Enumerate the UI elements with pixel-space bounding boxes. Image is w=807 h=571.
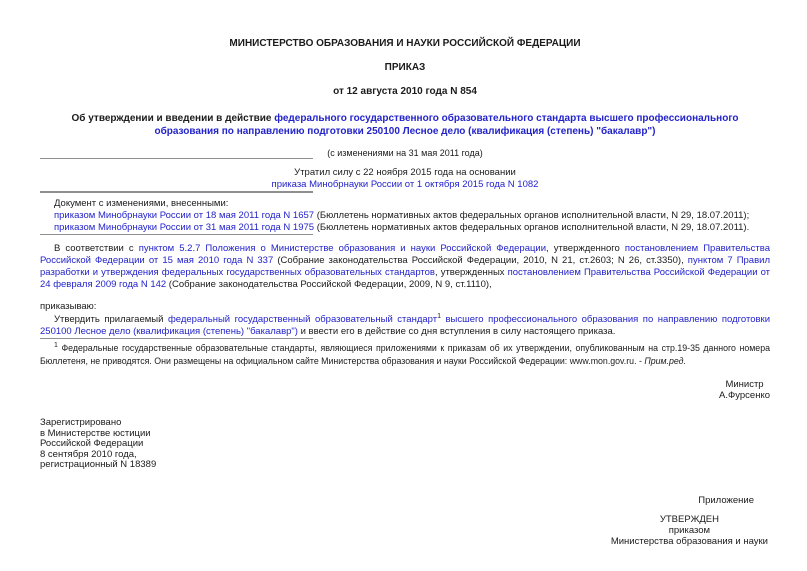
separator-line: [40, 158, 313, 159]
ministry-header: МИНИСТЕРСТВО ОБРАЗОВАНИЯ И НАУКИ РОССИЙСКОЙ ФЕДЕРАЦИИ: [229, 38, 581, 49]
amendments-intro: Документ с изменениями, внесенными:: [54, 198, 229, 209]
approved-org-line: Министерства образования и науки: [610, 535, 768, 547]
preamble-text: , утвержденных: [434, 267, 508, 278]
repeal-notice: [40, 167, 770, 191]
repeal-text: Утратил силу с 22 ноября 2015 года на основании: [294, 167, 516, 178]
separator-line: [40, 192, 313, 193]
amendment-item-source: (Бюллетень нормативных актов федеральных органов исполнительной власти, N 29, 18.07.2011);: [314, 210, 750, 221]
link-fgos-standard[interactable]: федеральный государственный образовательный стандарт: [167, 314, 438, 325]
document-date: от 12 августа 2010 года N 854: [333, 86, 477, 97]
title-text: Об утверждении и введении в действие: [71, 113, 275, 124]
registration-line: в Министерстве юстиции: [40, 427, 151, 439]
title-standard-link[interactable]: федерального государственного образовательного стандарта высшего профессионального образования по направлению подготовки 250100 Лесное дело (квалификация (степень) "бакалавр"): [154, 113, 739, 137]
document-type: ПРИКАЗ: [384, 62, 426, 73]
appendix-approved-block: [611, 514, 768, 547]
footnote-text: Федеральные государственные образовательные стандарты, являющиеся приложениями к приказам об их утверждении, опубликованным на стр.19-35 данного номера Бюллетеня, не приводятся. Они размещены на официальном сайте Министерства образования и науки Российской Федерации: www.mon.gov.ru. -: [40, 343, 770, 366]
signature-inner: [719, 379, 770, 401]
link-rules-item-7[interactable]: пунктом 7 Правил разработки и утверждения федеральных государственных образовательных стандартов: [40, 255, 770, 278]
registration-line: регистрационный N 18389: [40, 459, 157, 470]
appendix-label: Приложение: [698, 494, 754, 506]
registration-line: Зарегистрировано: [40, 417, 122, 428]
footnote-marker: 1: [437, 312, 441, 320]
document-title: [40, 112, 770, 138]
appendix-block: [40, 495, 770, 549]
link-resolution-337[interactable]: постановлением Правительства Российской Федерации от 15 мая 2010 года N 337: [40, 243, 770, 266]
approved-label: УТВЕРЖДЕН: [659, 513, 719, 525]
footnote-separator-line: [40, 338, 313, 339]
minister-title: Министр: [725, 379, 764, 390]
amendment-item: [54, 210, 770, 222]
link-fgos-standard-continued[interactable]: высшего профессионального образования по направлению подготовки 250100 Лесное дело (квалификация (степень) "бакалавр"): [40, 314, 770, 337]
amendment-order-link-1975[interactable]: приказом Минобрнауки России от 31 мая 2011 года N 1975: [54, 222, 315, 233]
registration-line: 8 сентября 2010 года,: [40, 448, 137, 460]
link-resolution-142[interactable]: постановлением Правительства Российской Федерации от 24 февраля 2009 года N 142: [40, 267, 771, 290]
registration-block: [40, 418, 770, 471]
amendments-block: [40, 198, 770, 234]
footnote-editor-note: Прим.ред.: [644, 356, 686, 366]
minister-name: А.Фурсенко: [719, 390, 770, 401]
signature-block: [40, 379, 770, 403]
preamble-paragraph: [40, 243, 770, 291]
order-word: приказываю:: [40, 301, 97, 312]
order-paragraph: [40, 314, 770, 338]
amendment-item: [54, 222, 770, 234]
approved-by-line: приказом: [668, 524, 711, 536]
order-text: и ввести его в действие со дня вступления в силу настоящего приказа.: [297, 326, 616, 337]
preamble-text: , утвержденного: [546, 243, 625, 254]
amendment-item-source: (Бюллетень нормативных актов федеральных органов исполнительной власти, N 29, 18.07.2011).: [314, 222, 750, 233]
preamble-text: (Собрание законодательства Российской Федерации, 2010, N 21, ст.2603; N 26, ст.3350),: [273, 255, 688, 266]
preamble-text: (Собрание законодательства Российской Федерации, 2009, N 9, ст.1110),: [166, 279, 492, 290]
footnote-marker: 1: [54, 342, 58, 350]
footnote: [40, 342, 770, 368]
link-regulation-item-527[interactable]: пунктом 5.2.7 Положения о Министерстве образования и науки Российской Федерации: [138, 243, 547, 254]
separator-line: [40, 234, 313, 235]
amendment-order-link-1657[interactable]: приказом Минобрнауки России от 18 мая 2011 года N 1657: [54, 210, 315, 221]
amendment-note: (с изменениями на 31 мая 2011 года): [327, 148, 483, 158]
repeal-order-link[interactable]: приказа Минобрнауки России от 1 октября 2015 года N 1082: [271, 179, 539, 190]
preamble-text: В соответствии с: [54, 243, 139, 254]
registration-line: Российской Федерации: [40, 438, 144, 449]
order-text: Утвердить прилагаемый: [54, 314, 168, 325]
